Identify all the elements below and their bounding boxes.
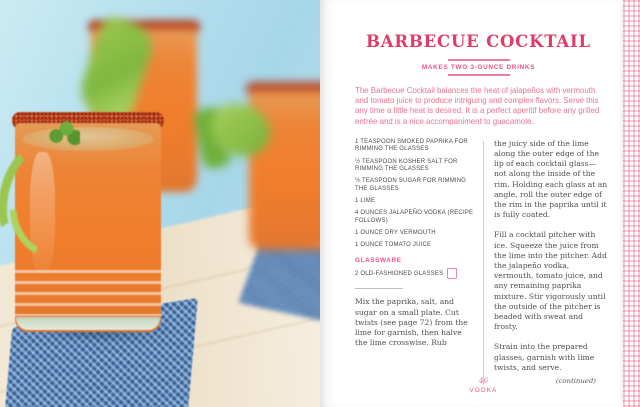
instruction-paragraph: Mix the paprika, salt, and sugar on a small plate. Cut twists (see page 72) from the lime for garnish, then halve the lime crosswise. Rub: [355, 297, 468, 348]
glassware-item: [355, 268, 475, 279]
recipe-columns: [355, 139, 608, 385]
ingredient-item: 1 LIME: [355, 197, 376, 204]
page-number: 46: [478, 376, 489, 385]
cocktail-glass-right: [246, 82, 320, 250]
section-divider: [355, 288, 403, 289]
herb-sprig: [46, 118, 80, 148]
gingham-page-edge: [623, 0, 640, 407]
yield-text: MAKES TWO 3-OUNCE DRINKS: [421, 64, 536, 71]
rocks-glass-icon: [447, 268, 457, 279]
ingredients-list: [355, 139, 475, 250]
ingredient-item: 4 OUNCES JALAPEÑO VODKA (RECIPE FOLLOWS): [355, 209, 474, 224]
glass-foot: [16, 317, 160, 330]
ingredient-item: 1 OUNCE TOMATO JUICE: [355, 241, 432, 248]
instructions-column: [494, 139, 608, 385]
ingredient-item: ½ TEASPOON SUGAR FOR RIMMING THE GLASSES: [355, 178, 467, 192]
rule-bottom: [448, 74, 510, 76]
ingredients-column: [355, 139, 475, 385]
recipe-title: BARBECUE COCKTAIL: [366, 32, 591, 51]
ingredient-item: 1 TEASPOON SMOKED PAPRIKA FOR RIMMING THE GLASSES: [355, 138, 468, 153]
rule-top: [448, 59, 510, 61]
ingredient-item: 1 OUNCE DRY VERMOUTH: [355, 229, 436, 236]
yield-badge: [355, 59, 602, 76]
page-footer: [355, 376, 612, 394]
glassware-heading: GLASSWARE: [355, 257, 402, 265]
instruction-paragraph: Fill a cocktail pitcher with ice. Squeeze the juice from the lime into the pitcher. Add the jalapeño vodka, vermouth, tomato juice, and any remaining paprika mixture. Stir vigorously until the outside of the pitcher is beaded with sweat and frosty.: [494, 230, 607, 332]
recipe-intro: The Barbecue Cocktail balances the heat of jalapeños with vermouth and tomato juice to produce intriguing and complex flavors. Serve this any time a little heat is desired. It is a perfect aperitif before any grilled entrée and is a nice accompaniment to guacamole.: [355, 86, 600, 126]
column-divider: [483, 141, 484, 385]
ingredient-item: ½ TEASPOON KOSHER SALT FOR RIMMING THE GLASSES: [355, 158, 458, 173]
glassware-text: 2 OLD-FASHIONED GLASSES: [355, 270, 444, 277]
glass-ribbed-base: [14, 270, 162, 316]
cocktail-glass-front: [12, 112, 164, 332]
instruction-paragraph: the juicy side of the lime along the outer edge of the lip of each cocktail glass—not along the inside of the rim. Holding each glass at an angle, roll the outer edge of the rim in the paprika until it is fully coated.: [494, 138, 608, 220]
continued-note: (continued): [555, 377, 596, 386]
recipe-page: [320, 0, 640, 407]
instruction-paragraph: Strain into the prepared glasses, garnish with lime twists, and serve.: [494, 342, 595, 372]
chapter-label: VODKA: [469, 387, 498, 394]
